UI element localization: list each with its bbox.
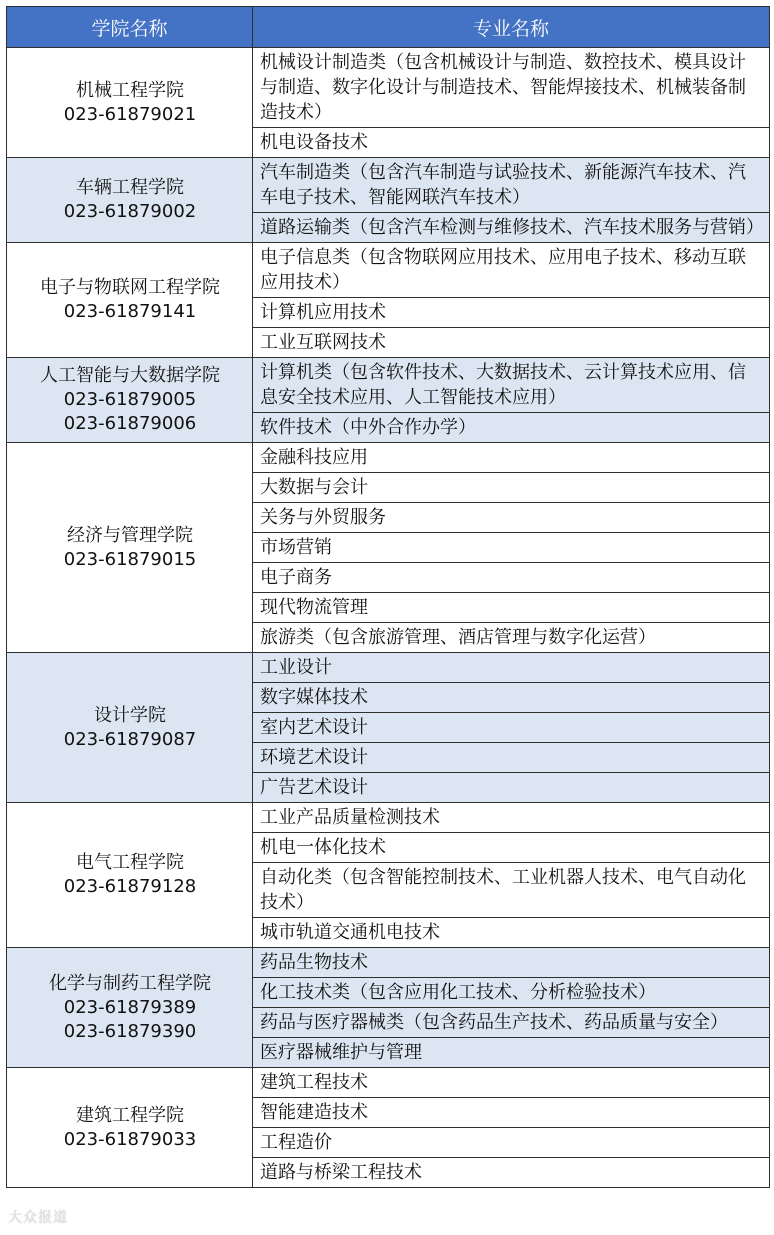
college-phone: 023-61879033: [63, 1128, 197, 1150]
college-name: 电子与物联网工程学院: [40, 277, 220, 298]
major-cell: 智能建造技术: [253, 1098, 770, 1128]
college-phone: 023-61879087: [63, 728, 197, 750]
major-cell: 广告艺术设计: [253, 773, 770, 803]
major-cell: 室内艺术设计: [253, 713, 770, 743]
major-cell: 道路运输类（包含汽车检测与维修技术、汽车技术服务与营销）: [253, 213, 770, 243]
header-row: [7, 7, 770, 48]
table-row: [7, 803, 770, 833]
table-row: [7, 243, 770, 298]
college-cell: [7, 158, 253, 243]
major-cell: 药品生物技术: [253, 948, 770, 978]
major-cell: 城市轨道交通机电技术: [253, 918, 770, 948]
table-row: [7, 358, 770, 413]
college-phone: 023-61879141: [63, 301, 197, 322]
college-cell: [7, 1068, 253, 1188]
college-name: 设计学院: [94, 704, 166, 726]
college-cell: [7, 948, 253, 1068]
major-cell: 药品与医疗器械类（包含药品生产技术、药品质量与安全）: [253, 1008, 770, 1038]
major-cell: 电子商务: [253, 563, 770, 593]
table-row: [7, 1068, 770, 1098]
college-name: 经济与管理学院: [67, 524, 193, 546]
major-cell: 金融科技应用: [253, 443, 770, 473]
college-name: 车辆工程学院: [76, 177, 184, 198]
college-cell: [7, 243, 253, 358]
college-cell: [7, 358, 253, 443]
college-name: 化学与制药工程学院: [49, 972, 211, 994]
major-cell: 关务与外贸服务: [253, 503, 770, 533]
major-cell: 电子信息类（包含物联网应用技术、应用电子技术、移动互联应用技术）: [253, 243, 770, 298]
major-cell: 旅游类（包含旅游管理、酒店管理与数字化运营）: [253, 623, 770, 653]
major-column-header: 专业名称: [253, 7, 770, 48]
college-phone: 023-61879005: [63, 389, 197, 410]
major-cell: 大数据与会计: [253, 473, 770, 503]
major-cell: 机电设备技术: [253, 128, 770, 158]
majors-table: [6, 6, 770, 1188]
college-phone: 023-61879021: [63, 103, 197, 125]
college-name: 机械工程学院: [76, 79, 184, 101]
college-cell: [7, 653, 253, 803]
college-cell: [7, 443, 253, 653]
college-name: 人工智能与大数据学院: [40, 365, 220, 386]
college-phone: 023-61879002: [63, 201, 197, 222]
major-cell: 软件技术（中外合作办学）: [253, 413, 770, 443]
major-cell: 现代物流管理: [253, 593, 770, 623]
college-phone: 023-61879389: [63, 996, 197, 1018]
major-cell: 计算机应用技术: [253, 298, 770, 328]
major-cell: 机械设计制造类（包含机械设计与制造、数控技术、模具设计与制造、数字化设计与制造技术、智能焊接技术、机械装备制造技术）: [253, 48, 770, 128]
major-cell: 市场营销: [253, 533, 770, 563]
college-cell: [7, 48, 253, 158]
college-phone: 023-61879006: [63, 413, 197, 434]
college-phone: 023-61879015: [63, 548, 197, 570]
college-phone: 023-61879128: [63, 876, 197, 897]
table-row: [7, 158, 770, 213]
major-cell: 环境艺术设计: [253, 743, 770, 773]
table-row: [7, 948, 770, 978]
major-cell: 化工技术类（包含应用化工技术、分析检验技术）: [253, 978, 770, 1008]
college-column-header: 学院名称: [7, 7, 253, 48]
major-cell: 汽车制造类（包含汽车制造与试验技术、新能源汽车技术、汽车电子技术、智能网联汽车技术）: [253, 158, 770, 213]
major-cell: 数字媒体技术: [253, 683, 770, 713]
major-cell: 医疗器械维护与管理: [253, 1038, 770, 1068]
college-phone: 023-61879390: [63, 1020, 197, 1042]
table-row: [7, 48, 770, 128]
major-cell: 计算机类（包含软件技术、大数据技术、云计算技术应用、信息安全技术应用、人工智能技术应用）: [253, 358, 770, 413]
major-cell: 工业设计: [253, 653, 770, 683]
table-body: [7, 48, 770, 1188]
major-cell: 建筑工程技术: [253, 1068, 770, 1098]
major-cell: 工程造价: [253, 1128, 770, 1158]
table-row: [7, 443, 770, 473]
watermark: 大众报道: [8, 1210, 68, 1226]
major-cell: 机电一体化技术: [253, 833, 770, 863]
college-name: 建筑工程学院: [76, 1104, 184, 1126]
major-cell: 工业互联网技术: [253, 328, 770, 358]
major-cell: 道路与桥梁工程技术: [253, 1158, 770, 1188]
college-cell: [7, 803, 253, 948]
college-name: 电气工程学院: [76, 852, 184, 873]
table-row: [7, 653, 770, 683]
major-cell: 自动化类（包含智能控制技术、工业机器人技术、电气自动化技术）: [253, 863, 770, 918]
major-cell: 工业产品质量检测技术: [253, 803, 770, 833]
